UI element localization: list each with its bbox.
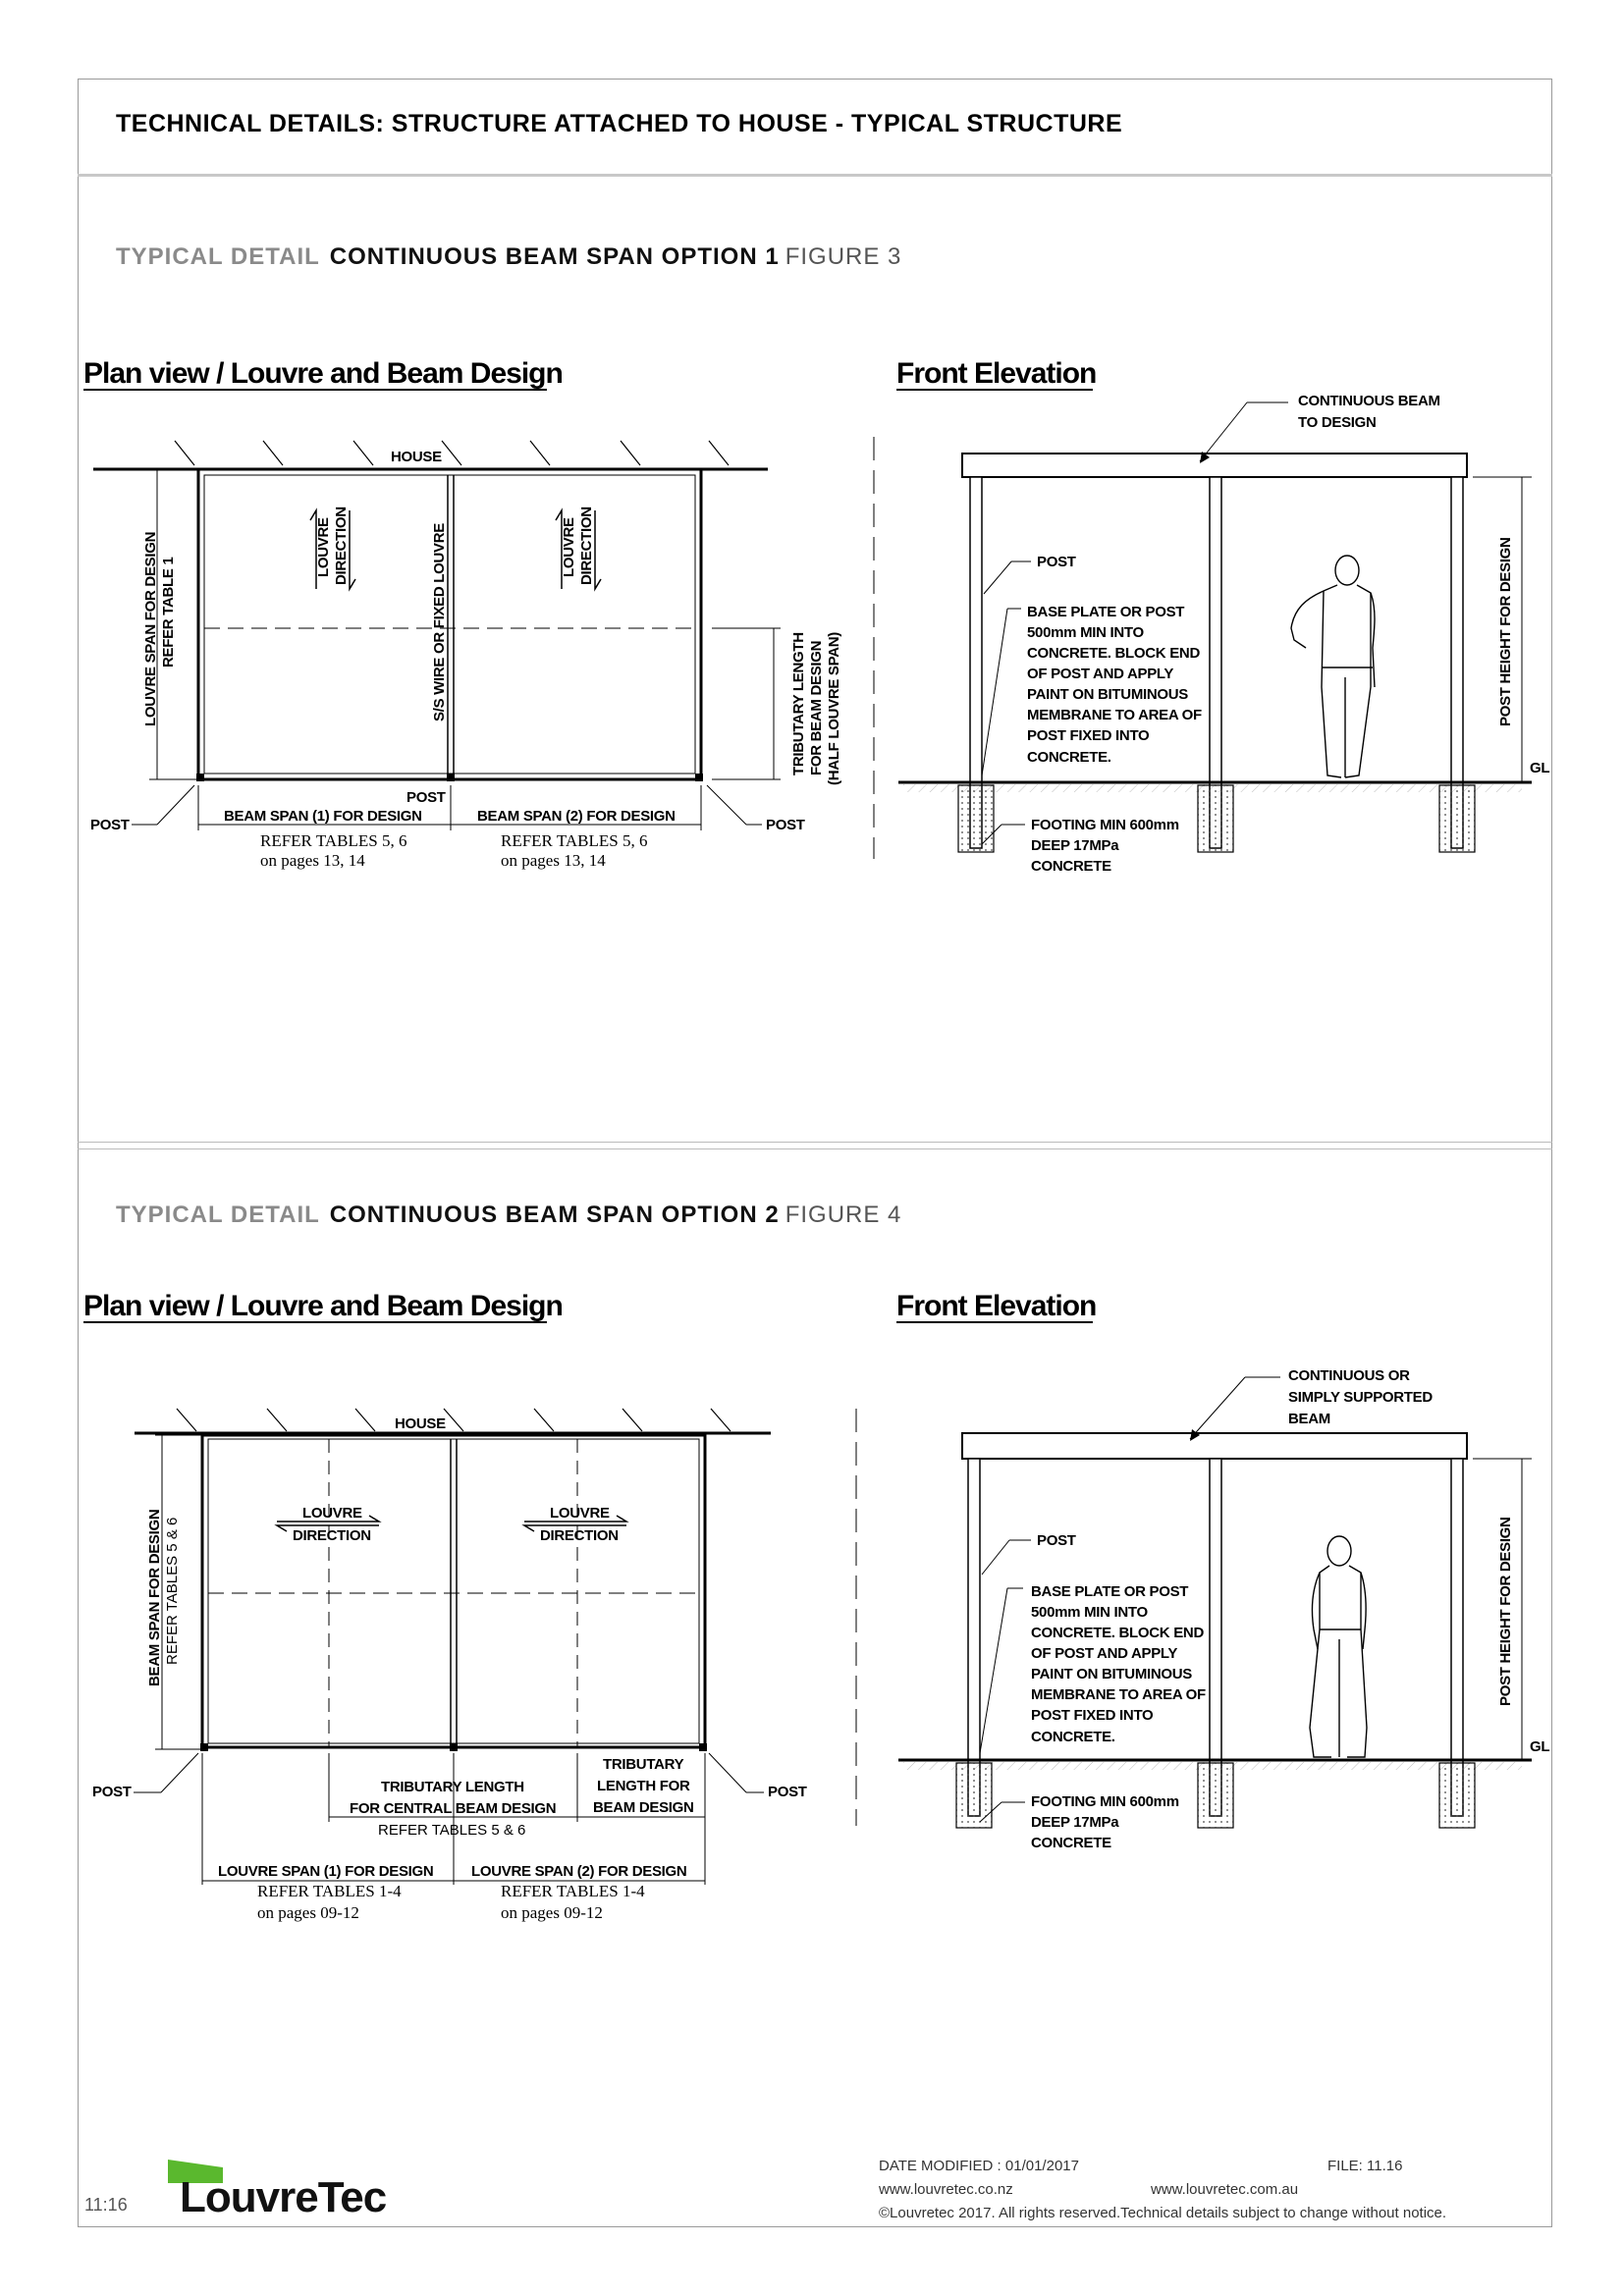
plan-2-louvre-span-1: LOUVRE SPAN (1) FOR DESIGN bbox=[218, 1863, 434, 1880]
elevation-2-footing-note bbox=[1031, 1793, 1179, 1851]
file-ref: FILE: 11.16 bbox=[1327, 2158, 1403, 2174]
elevation-1-beam-label-2: TO DESIGN bbox=[1298, 414, 1377, 431]
louvre-direction-2 bbox=[556, 507, 601, 589]
svg-text:CONCRETE.: CONCRETE. bbox=[1027, 749, 1111, 766]
plan-1-tributary-1: TRIBUTARY LENGTH bbox=[790, 632, 807, 775]
person-figure bbox=[1291, 556, 1375, 777]
plan-2-trib-central-3: REFER TABLES 5 & 6 bbox=[378, 1822, 526, 1839]
svg-text:OF POST AND APPLY: OF POST AND APPLY bbox=[1027, 666, 1174, 682]
date-modified: DATE MODIFIED : 01/01/2017 bbox=[879, 2158, 1079, 2174]
section-2-name: CONTINUOUS BEAM SPAN OPTION 2 bbox=[329, 1201, 780, 1228]
svg-text:MEMBRANE TO AREA OF: MEMBRANE TO AREA OF bbox=[1027, 707, 1202, 723]
plan-2-pages-2: on pages 09-12 bbox=[501, 1903, 603, 1922]
svg-text:500mm MIN INTO: 500mm MIN INTO bbox=[1027, 624, 1144, 641]
elevation-2-post-label: POST bbox=[1037, 1532, 1076, 1549]
elevation-1-base-note bbox=[1027, 604, 1202, 766]
svg-text:CONCRETE: CONCRETE bbox=[1031, 858, 1111, 875]
svg-text:DIRECTION: DIRECTION bbox=[293, 1527, 371, 1544]
elevation-1-post-height: POST HEIGHT FOR DESIGN bbox=[1497, 537, 1514, 726]
plan-2-pages-1: on pages 09-12 bbox=[257, 1903, 359, 1922]
plan-2-house-label: HOUSE bbox=[395, 1415, 446, 1432]
louvre-direction-3 bbox=[277, 1505, 379, 1544]
plan-1-post-left: POST bbox=[90, 817, 130, 833]
svg-text:FOOTING MIN 600mm: FOOTING MIN 600mm bbox=[1031, 1793, 1179, 1810]
plan-1-tributary-2: FOR BEAM DESIGN bbox=[808, 640, 825, 775]
section-2-figure: FIGURE 4 bbox=[785, 1201, 902, 1228]
front-elevation-1 bbox=[896, 357, 1549, 875]
section-1-name: CONTINUOUS BEAM SPAN OPTION 1 bbox=[329, 243, 780, 270]
plan-2-refer-1: REFER TABLES 1-4 bbox=[257, 1882, 402, 1900]
elevation-2-beam-label-2: SIMPLY SUPPORTED bbox=[1288, 1389, 1433, 1406]
elevation-2-post-height: POST HEIGHT FOR DESIGN bbox=[1497, 1517, 1514, 1706]
svg-text:POST FIXED INTO: POST FIXED INTO bbox=[1027, 727, 1150, 744]
plan-1-louvre-span-ref: REFER TABLE 1 bbox=[160, 557, 177, 667]
svg-text:DIRECTION: DIRECTION bbox=[540, 1527, 619, 1544]
elevation-1-beam-label-1: CONTINUOUS BEAM bbox=[1298, 393, 1440, 409]
plan-1-beam-span-2: BEAM SPAN (2) FOR DESIGN bbox=[477, 808, 676, 825]
elevation-2-beam-label-1: CONTINUOUS OR bbox=[1288, 1367, 1410, 1384]
svg-text:CONCRETE.: CONCRETE. bbox=[1031, 1729, 1115, 1745]
plan-1-louvre-span: LOUVRE SPAN FOR DESIGN bbox=[142, 531, 159, 726]
url-au[interactable]: www.louvretec.com.au bbox=[1151, 2181, 1299, 2198]
page-number: 11:16 bbox=[84, 2195, 128, 2215]
svg-text:CONCRETE. BLOCK END: CONCRETE. BLOCK END bbox=[1031, 1625, 1204, 1641]
svg-text:BASE PLATE OR POST: BASE PLATE OR POST bbox=[1031, 1583, 1189, 1600]
plan-2-refer-2: REFER TABLES 1-4 bbox=[501, 1882, 645, 1900]
plan-2-heading: Plan view / Louvre and Beam Design bbox=[83, 1290, 563, 1322]
plan-1-outline bbox=[198, 469, 701, 779]
svg-text:CONCRETE: CONCRETE bbox=[1031, 1835, 1111, 1851]
plan-2-louvre-span-2: LOUVRE SPAN (2) FOR DESIGN bbox=[471, 1863, 687, 1880]
elevation-2-heading: Front Elevation bbox=[896, 1290, 1097, 1322]
plan-2-post-right: POST bbox=[768, 1784, 807, 1800]
svg-text:OF POST AND APPLY: OF POST AND APPLY bbox=[1031, 1645, 1178, 1662]
plan-2-trib-central-1: TRIBUTARY LENGTH bbox=[381, 1779, 524, 1795]
copyright: ©Louvretec 2017. All rights reserved.Technical details subject to change without notice. bbox=[879, 2205, 1447, 2221]
plan-view-2 bbox=[83, 1290, 856, 1922]
elevation-1-post-label: POST bbox=[1037, 554, 1076, 570]
plan-1-refer-1: REFER TABLES 5, 6 bbox=[260, 831, 407, 850]
plan-1-refer-2: REFER TABLES 5, 6 bbox=[501, 831, 648, 850]
elevation-1-heading: Front Elevation bbox=[896, 357, 1097, 390]
plan-2-trib-beam-2: LENGTH FOR bbox=[597, 1778, 690, 1794]
plan-2-outline bbox=[202, 1435, 705, 1747]
plan-1-beam-span-1: BEAM SPAN (1) FOR DESIGN bbox=[224, 808, 422, 825]
svg-text:MEMBRANE TO AREA OF: MEMBRANE TO AREA OF bbox=[1031, 1686, 1206, 1703]
plan-2-post-left: POST bbox=[92, 1784, 132, 1800]
plan-1-post-right: POST bbox=[766, 817, 805, 833]
svg-text:PAINT ON BITUMINOUS: PAINT ON BITUMINOUS bbox=[1027, 686, 1189, 703]
elevation-2-gl: GL bbox=[1530, 1738, 1550, 1755]
plan-1-pages-2: on pages 13, 14 bbox=[501, 851, 606, 870]
section-1-prefix: TYPICAL DETAIL bbox=[116, 243, 320, 270]
svg-text:LOUVRE: LOUVRE bbox=[302, 1505, 362, 1522]
front-elevation-2 bbox=[896, 1290, 1549, 1851]
elevation-1-beam bbox=[962, 454, 1467, 477]
section-2-prefix: TYPICAL DETAIL bbox=[116, 1201, 320, 1228]
wire-label: S/S WIRE OR FIXED LOUVRE bbox=[431, 523, 448, 721]
elevation-2-beam bbox=[962, 1433, 1467, 1459]
plan-2-trib-beam-3: BEAM DESIGN bbox=[593, 1799, 694, 1816]
elevation-2-base-note bbox=[1031, 1583, 1206, 1745]
louvre-direction-4 bbox=[524, 1505, 626, 1544]
logo-text: LouvreTec bbox=[180, 2173, 387, 2221]
plan-2-trib-beam-1: TRIBUTARY bbox=[603, 1756, 684, 1773]
svg-text:LOUVRE: LOUVRE bbox=[550, 1505, 610, 1522]
plan-1-pages-1: on pages 13, 14 bbox=[260, 851, 365, 870]
section-1-figure: FIGURE 3 bbox=[785, 243, 902, 270]
elevation-1-footing-note bbox=[1031, 817, 1179, 875]
plan-2-trib-central-2: FOR CENTRAL BEAM DESIGN bbox=[350, 1800, 557, 1817]
plan-view-1 bbox=[83, 357, 874, 870]
person-figure-2 bbox=[1310, 1536, 1367, 1757]
svg-text:PAINT ON BITUMINOUS: PAINT ON BITUMINOUS bbox=[1031, 1666, 1193, 1682]
elevation-1-gl: GL bbox=[1530, 760, 1550, 776]
svg-text:DEEP 17MPa: DEEP 17MPa bbox=[1031, 1814, 1119, 1831]
plan-1-heading: Plan view / Louvre and Beam Design bbox=[83, 357, 563, 390]
plan-2-beam-span-ref: REFER TABLES 5 & 6 bbox=[164, 1517, 181, 1665]
svg-text:LOUVRE: LOUVRE bbox=[315, 517, 332, 577]
page-title: TECHNICAL DETAILS: STRUCTURE ATTACHED TO HOUSE - TYPICAL STRUCTURE bbox=[116, 110, 1123, 137]
plan-1-tributary-3: (HALF LOUVRE SPAN) bbox=[826, 632, 842, 785]
svg-text:POST FIXED INTO: POST FIXED INTO bbox=[1031, 1707, 1154, 1724]
plan-1-house-label: HOUSE bbox=[391, 449, 442, 465]
svg-text:DEEP 17MPa: DEEP 17MPa bbox=[1031, 837, 1119, 854]
svg-text:DIRECTION: DIRECTION bbox=[333, 507, 350, 585]
svg-text:DIRECTION: DIRECTION bbox=[578, 507, 595, 585]
svg-text:500mm MIN INTO: 500mm MIN INTO bbox=[1031, 1604, 1148, 1621]
plan-2-beam-span: BEAM SPAN FOR DESIGN bbox=[146, 1509, 163, 1686]
svg-text:CONCRETE. BLOCK END: CONCRETE. BLOCK END bbox=[1027, 645, 1200, 662]
url-nz[interactable]: www.louvretec.co.nz bbox=[879, 2181, 1013, 2198]
svg-text:BASE PLATE OR POST: BASE PLATE OR POST bbox=[1027, 604, 1185, 620]
plan-1-post-middle: POST bbox=[406, 789, 446, 806]
louvre-direction-1 bbox=[310, 507, 355, 589]
elevation-2-beam-label-3: BEAM bbox=[1288, 1411, 1330, 1427]
svg-text:LOUVRE: LOUVRE bbox=[561, 517, 577, 577]
svg-text:FOOTING MIN 600mm: FOOTING MIN 600mm bbox=[1031, 817, 1179, 833]
louvretec-logo bbox=[168, 2160, 433, 2221]
